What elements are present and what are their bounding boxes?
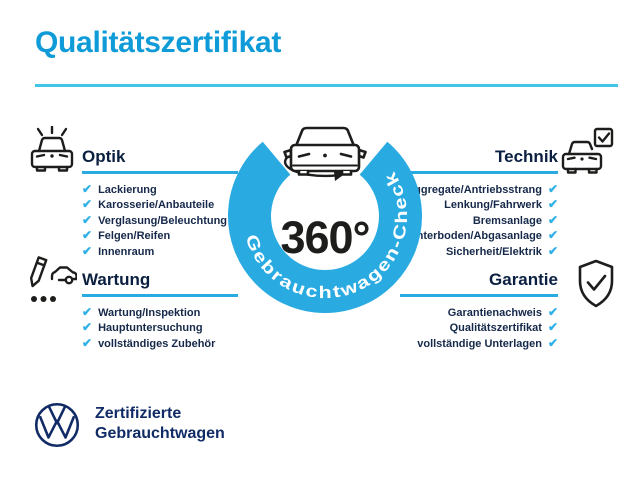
car-rotation-icon — [285, 128, 366, 175]
check-item-label: Sicherheit/Elektrik — [445, 245, 542, 258]
shield-check-icon — [575, 258, 617, 310]
check-item-label: vollständige Unterlagen — [417, 337, 542, 350]
pencil-car-checklist-icon — [25, 255, 77, 307]
car-shine-icon — [25, 126, 79, 176]
check-icon: ✔ — [547, 182, 558, 196]
check-icon: ✔ — [547, 212, 558, 227]
check-icon: ✔ — [82, 243, 93, 258]
check-item-label: Unterboden/Abgasanlage — [408, 230, 542, 243]
check-icon: ✔ — [82, 335, 93, 350]
footer-claim — [95, 404, 225, 444]
page-title: Qualitätszertifikat — [35, 26, 282, 59]
check-item-label: Qualitätszertifikat — [449, 322, 542, 335]
check-icon: ✔ — [82, 305, 93, 319]
degree-label: 360° — [280, 212, 370, 263]
section-title-garantie: Garantie — [489, 270, 558, 289]
section-title-technik: Technik — [495, 147, 558, 166]
check-icon: ✔ — [547, 197, 558, 212]
check-item-label: Innenraum — [98, 245, 155, 258]
check-item-label: Wartung/Inspektion — [98, 307, 201, 319]
ring-label: Gebrauchtwagen-Check — [241, 170, 412, 303]
check-item — [388, 337, 558, 352]
section-title-wartung: Wartung — [82, 270, 151, 289]
check-icon: ✔ — [547, 228, 558, 243]
check-item-label: Karosserie/Anbauteile — [98, 199, 215, 212]
check-item-label: Aggregate/Antriebsstrang — [406, 184, 542, 196]
check-item-label: Lackierung — [98, 184, 157, 196]
check-item-label: Lenkung/Fahrwerk — [444, 199, 542, 212]
check-icon: ✔ — [547, 305, 558, 319]
check-item-label: Bremsanlage — [472, 214, 542, 227]
title-underline — [35, 84, 618, 87]
section-title-optik: Optik — [82, 147, 126, 166]
check-icon: ✔ — [547, 320, 558, 335]
360-check-badge — [210, 100, 440, 330]
check-icon: ✔ — [82, 197, 93, 212]
check-item-label: Garantienachweis — [447, 307, 542, 319]
check-item-label: Felgen/Reifen — [98, 230, 171, 243]
check-icon: ✔ — [547, 243, 558, 258]
check-item-label: vollständiges Zubehör — [98, 337, 216, 350]
footer-claim-line1: Zertifizierte — [95, 405, 182, 422]
footer-claim-line2: Gebrauchtwagen — [95, 425, 225, 442]
check-icon: ✔ — [82, 212, 93, 227]
check-item-label: Hauptuntersuchung — [98, 322, 203, 335]
car-checkbox-icon — [559, 127, 617, 179]
check-item-label: Verglasung/Beleuchtung — [98, 214, 228, 227]
check-icon: ✔ — [547, 335, 558, 350]
vw-logo — [33, 401, 81, 449]
check-icon: ✔ — [82, 182, 93, 196]
check-item — [82, 337, 238, 352]
check-icon: ✔ — [82, 320, 93, 335]
check-icon: ✔ — [82, 228, 93, 243]
